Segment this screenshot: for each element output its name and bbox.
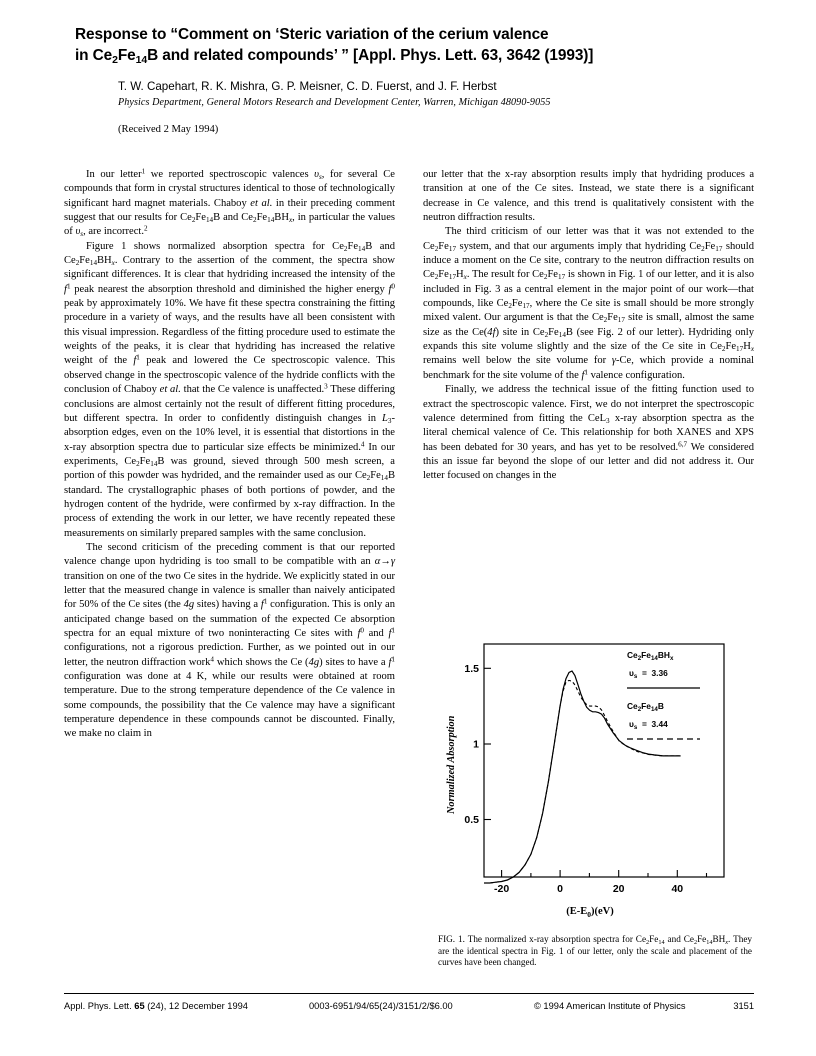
title-line-2: in $Ce_2Fe_{14}B$ and related compounds’ ” [Appl. Phys. Lett. 63, 3642 (1993)]	[75, 47, 594, 66]
svg-text:Normalized Absorption: Normalized Absorption	[446, 715, 457, 814]
column-left	[64, 168, 395, 742]
footer-divider	[64, 993, 754, 994]
legend-entry-1-valence: $\upsilon_s = 3.36$	[629, 668, 668, 680]
author-list: T. W. Capehart, R. K. Mishra, G. P. Meisner, C. D. Fuerst, and J. F. Herbst	[118, 80, 497, 93]
svg-text:-20: -20	[494, 883, 510, 895]
svg-text:1: 1	[473, 738, 479, 751]
svg-text:0: 0	[557, 883, 564, 895]
paragraph-6: Finally, we address the technical issue of the fitting function used to extract the spectroscopic valence. First, we do not interpret the spectroscopic valence determined from fitting the CeL$_3$ x-ray absorption spectra as the literal chemical valence of Ce. This relationship for both XANES and XPS has been debated for 30 years, and has yet to be resolved.$^{6,7}$ We considered this an issue far beyond the slope of our letter and did not address it. Our letter focused on changes in the	[423, 384, 755, 482]
svg-text:0.5: 0.5	[464, 814, 479, 826]
page-title	[75, 24, 745, 66]
paragraph-2: Figure 1 shows normalized absorption spectra for $Ce_2Fe_{14}B$ and $Ce_2Fe_{14}BH_x$. Contrary to the assertion of the comment, the spectra show significant differences. It is clear that hydriding increased the intensity of the $f^1$ peak nearest the absorption threshold and diminished the higher energy $f^0$ peak by approximately 10%. We have fit these spectra constraining the fitting procedure in a variety of ways, and the results have all been consistent with this visual impression. Regardless of the fitting procedure used to estimate the weights of the peaks, it is clear that hydriding has increased the relative weight of the $f^1$ peak and lowered the Ce spectroscopic valence. This observed change in the spectroscopic valence of the hydride conflicts with the conclusion of Chaboy et al. that the Ce valence is unaffected.$^3$ These differing conclusions are almost certainly not the result of different fitting procedures, but different spectra. In order to confidently distinguish changes in $L_3-$ absorption edges, even on the 10% level, it is essential that distortions in the x-ray absorption spectra due to particular size effects be minimized.$^4$ In our experiments, $Ce_2Fe_{14}B$ was ground, sieved through 500 mesh screen, a portion of this powder was hydrided, and the remainder used as our $Ce_2Fe_{14}B$ standard. The crystallographic phases of both portions of powder, and the hydrogen content of the hydride, were confirmed by x-ray diffraction. In the process of extending the work in our letter, we have recently repeated these measurements on similarly prepared samples with the same conclusion.	[64, 240, 396, 539]
svg-text:40: 40	[671, 883, 684, 895]
chart-legend	[627, 650, 700, 739]
title-line-1: Response to “Comment on ‘Steric variation of the cerium valence	[75, 26, 549, 43]
paragraph-3: The second criticism of the preceding comment is that our reported valence change upon hydriding is too small to be compatible with an α→γ transition on one of the two Ce sites in the hydride. We explicitly stated in our letter that the measured change in valence is smaller than naively anticipated for 50% of the Ce sites (the 4g sites) having a $f^1$ configuration. This is only an anticipated change based on the summation of the expected Ce absorption spectra for an equal mixture of two noninteracting Ce sites with $f^0$ and $f^1$ configurations, not a rigorous prediction. Further, as we pointed out in our letter, the neutron diffraction work$^4$ which shows the Ce (4g) sites to have a $f^1$ configuration was done at 4 K, while our results were obtained at room temperature. Due to the strong temperature dependence of the Ce valence in some compounds, the possibility that the Ce valence may have a significant temperature dependence in these compounds cannot be discounted. Finally, we make no claim in	[64, 541, 396, 740]
x-axis-label	[566, 906, 614, 919]
y-axis-tick-labels	[464, 663, 479, 826]
column-right	[423, 168, 754, 484]
svg-text:(E-E0)(eV): $(E-E_0)(eV)$	[566, 906, 614, 919]
svg-text:20: 20	[612, 883, 625, 895]
footer-issn: 0003-6951/94/65(24)/3151/2/$6.00	[309, 1001, 453, 1011]
svg-text:1.5: 1.5	[464, 663, 479, 675]
paragraph-1: In our letter$^1$ we reported spectroscopic valences $\upsilon_s$, for several Ce compounds that form in crystal structures identical to those of technologically significant hard magnet materials. Chaboy et al. in their preceding comment suggest that our results for $Ce_2Fe_{14}B$ and $Ce_2Fe_{14}BH_x$, in particular the values of $\upsilon_s$, are incorrect.$^2$	[64, 167, 395, 239]
absorption-spectra-chart	[438, 636, 754, 928]
received-date: (Received 2 May 1994)	[118, 124, 219, 135]
legend-entry-1-compound: $Ce_2Fe_{14}BH_x$	[627, 650, 674, 662]
footer-journal-ref: Appl. Phys. Lett. 65 (24), 12 December 1994	[64, 1001, 248, 1011]
affiliation: Physics Department, General Motors Research and Development Center, Warren, Michigan 48090-9055	[118, 97, 551, 108]
plot-frame	[484, 644, 724, 877]
paragraph-5: The third criticism of our letter was that it was not extended to the $Ce_2Fe_{17}$ system, and that our arguments imply that hydriding $Ce_2Fe_{17}$ should induce a moment on the Ce site, contrary to the neutron diffraction results on $Ce_2Fe_{17}H_x$. The result for $Ce_2Fe_{17}$ is shown in Fig. 1 of our letter, and it is also included in Fig. 3 as a central element in the major point of our work—that compounds, like $Ce_2Fe_{17}$, where the Ce site is small should be more strongly mixed valent. Our argument is that the $Ce_2Fe_{17}$ site is small, almost the same size as the Ce(4f) site in $Ce_2Fe_{14}B$ (see Fig. 2 of our letter). Hydriding only expands this site volume slightly and the size of the Ce site in $Ce_2Fe_{17}H_x$ remains well below the site volume for γ-Ce, which provide a nominal benchmark for the site volume of the $f^1$ valence configuration.	[423, 226, 754, 381]
y-axis-ticks	[484, 668, 491, 819]
footer-copyright: © 1994 American Institute of Physics	[534, 1001, 686, 1011]
page-footer	[64, 999, 754, 1015]
x-axis-ticks	[502, 870, 707, 877]
article-masthead	[75, 24, 745, 135]
footer-page-number: 3151	[733, 1001, 754, 1011]
x-axis-tick-labels	[494, 883, 683, 895]
figure-caption: FIG. 1. The normalized x-ray absorption spectra for $Ce_2Fe_{14}$ and $Ce_2Fe_{14}BH_x$. They are the identical spectra in Fig. 1 of our letter, only the scale and placement of the curves have been changed.	[438, 934, 752, 968]
y-axis-label	[446, 715, 457, 815]
figure-1	[438, 636, 754, 969]
series-ce2fe14bhx	[484, 671, 681, 883]
legend-entry-2-valence: $\upsilon_s = 3.44$	[629, 719, 668, 731]
paragraph-4: our letter that the x-ray absorption results imply that hydriding produces a transition at one of the Ce sites. Instead, we state there is a significant decrease in Ce valence, and this trend is qualitatively consistent with the neutron diffraction results.	[423, 169, 754, 224]
legend-entry-2-compound: $Ce_2Fe_{14}B$	[627, 701, 664, 713]
